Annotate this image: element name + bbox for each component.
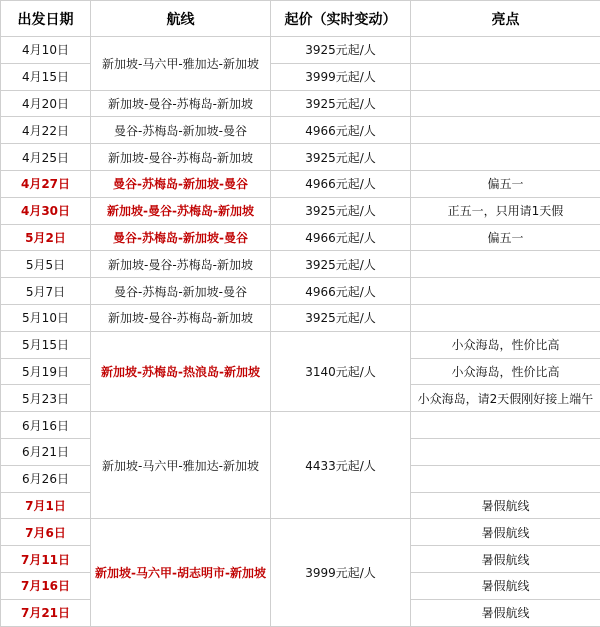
- price-cell: 4966元起/人: [271, 224, 411, 251]
- table-row: [1, 519, 600, 546]
- header-row: [1, 1, 600, 37]
- date-cell: 5月7日: [1, 278, 91, 305]
- date-cell: 4月25日: [1, 144, 91, 171]
- price-cell: 3999元起/人: [271, 519, 411, 626]
- price-cell: 4966元起/人: [271, 278, 411, 305]
- highlight-cell: 暑假航线: [411, 599, 600, 626]
- date-cell: 5月5日: [1, 251, 91, 278]
- route-cell: 曼谷-苏梅岛-新加坡-曼谷: [91, 170, 271, 197]
- date-cell: 4月27日: [1, 170, 91, 197]
- highlight-cell: [411, 117, 600, 144]
- route-cell: 新加坡-马六甲-雅加达-新加坡: [91, 412, 271, 519]
- date-cell: 6月16日: [1, 412, 91, 439]
- date-cell: 7月16日: [1, 572, 91, 599]
- date-cell: 6月21日: [1, 438, 91, 465]
- date-cell: 4月22日: [1, 117, 91, 144]
- price-cell: 4966元起/人: [271, 170, 411, 197]
- highlight-cell: 暑假航线: [411, 572, 600, 599]
- table-row: [1, 170, 600, 197]
- date-cell: 4月15日: [1, 63, 91, 90]
- date-cell: 4月10日: [1, 37, 91, 64]
- price-cell: 3925元起/人: [271, 144, 411, 171]
- header-price: 起价（实时变动）: [271, 1, 411, 37]
- date-cell: 5月10日: [1, 304, 91, 331]
- highlight-cell: [411, 63, 600, 90]
- highlight-cell: [411, 37, 600, 64]
- header-route: 航线: [91, 1, 271, 37]
- table-row: [1, 224, 600, 251]
- highlight-cell: [411, 278, 600, 305]
- route-cell: 新加坡-苏梅岛-热浪岛-新加坡: [91, 331, 271, 411]
- route-cell: 新加坡-曼谷-苏梅岛-新加坡: [91, 304, 271, 331]
- price-cell: 3925元起/人: [271, 90, 411, 117]
- route-cell: 新加坡-马六甲-雅加达-新加坡: [91, 37, 271, 91]
- date-cell: 6月26日: [1, 465, 91, 492]
- route-cell: 新加坡-曼谷-苏梅岛-新加坡: [91, 251, 271, 278]
- highlight-cell: 小众海岛，性价比高: [411, 331, 600, 358]
- route-cell: 新加坡-曼谷-苏梅岛-新加坡: [91, 144, 271, 171]
- price-cell: 3925元起/人: [271, 251, 411, 278]
- table-row: [1, 278, 600, 305]
- table-row: [1, 251, 600, 278]
- table-row: [1, 331, 600, 358]
- date-cell: 5月2日: [1, 224, 91, 251]
- date-cell: 7月11日: [1, 546, 91, 573]
- table-row: [1, 304, 600, 331]
- highlight-cell: 小众海岛，请2天假刚好接上端午: [411, 385, 600, 412]
- table-row: [1, 63, 600, 90]
- highlight-cell: [411, 438, 600, 465]
- price-cell: 3140元起/人: [271, 331, 411, 411]
- date-cell: 4月20日: [1, 90, 91, 117]
- table-row: [1, 117, 600, 144]
- highlight-cell: 暑假航线: [411, 519, 600, 546]
- route-cell: 曼谷-苏梅岛-新加坡-曼谷: [91, 117, 271, 144]
- highlight-cell: 暑假航线: [411, 546, 600, 573]
- highlight-cell: [411, 304, 600, 331]
- price-cell: 4966元起/人: [271, 117, 411, 144]
- route-cell: 新加坡-曼谷-苏梅岛-新加坡: [91, 197, 271, 224]
- route-cell: 新加坡-曼谷-苏梅岛-新加坡: [91, 90, 271, 117]
- price-cell: 3925元起/人: [271, 197, 411, 224]
- date-cell: 4月30日: [1, 197, 91, 224]
- price-cell: 3999元起/人: [271, 63, 411, 90]
- header-date: 出发日期: [1, 1, 91, 37]
- highlight-cell: 偏五一: [411, 170, 600, 197]
- highlight-cell: [411, 412, 600, 439]
- highlight-cell: 正五一，只用请1天假: [411, 197, 600, 224]
- highlight-cell: [411, 144, 600, 171]
- highlight-cell: 偏五一: [411, 224, 600, 251]
- highlight-cell: [411, 90, 600, 117]
- table-row: [1, 197, 600, 224]
- table-row: [1, 412, 600, 439]
- highlight-cell: 暑假航线: [411, 492, 600, 519]
- date-cell: 5月23日: [1, 385, 91, 412]
- route-cell: 曼谷-苏梅岛-新加坡-曼谷: [91, 278, 271, 305]
- date-cell: 5月19日: [1, 358, 91, 385]
- highlight-cell: [411, 251, 600, 278]
- price-cell: 4433元起/人: [271, 412, 411, 519]
- highlight-cell: [411, 465, 600, 492]
- price-cell: 3925元起/人: [271, 304, 411, 331]
- date-cell: 7月21日: [1, 599, 91, 626]
- table-row: [1, 144, 600, 171]
- table-row: [1, 90, 600, 117]
- table-row: [1, 37, 600, 64]
- route-cell: 曼谷-苏梅岛-新加坡-曼谷: [91, 224, 271, 251]
- date-cell: 5月15日: [1, 331, 91, 358]
- header-highlight: 亮点: [411, 1, 600, 37]
- price-cell: 3925元起/人: [271, 37, 411, 64]
- date-cell: 7月6日: [1, 519, 91, 546]
- date-cell: 7月1日: [1, 492, 91, 519]
- route-cell: 新加坡-马六甲-胡志明市-新加坡: [91, 519, 271, 626]
- highlight-cell: 小众海岛，性价比高: [411, 358, 600, 385]
